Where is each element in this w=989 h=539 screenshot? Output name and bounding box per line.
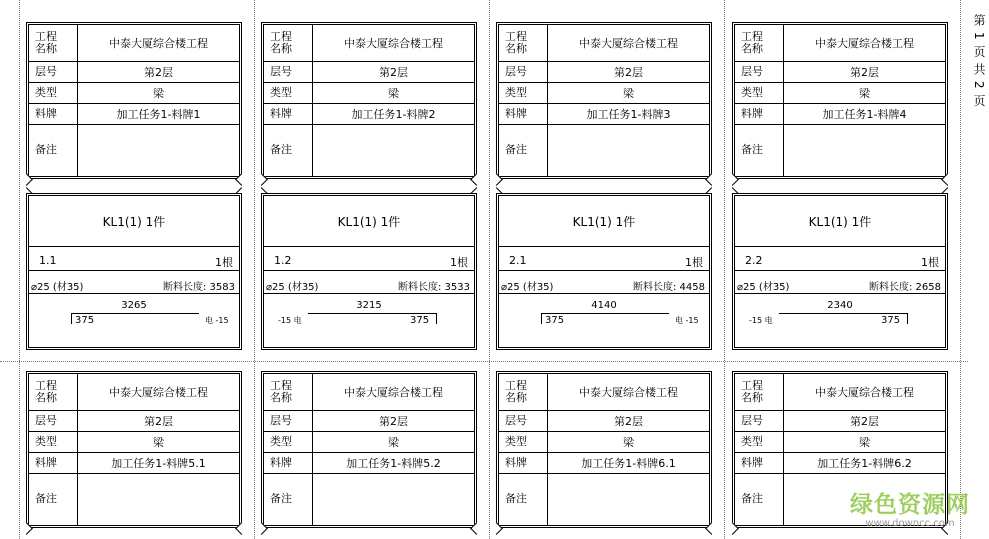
component-title: KL1(1) 1件: [808, 215, 872, 229]
material-label-label: 料牌: [735, 452, 784, 473]
material-label-value: 加工任务1-料牌1: [78, 103, 240, 124]
bar-detail-box: [26, 193, 242, 350]
type-label: 类型: [735, 82, 784, 103]
material-label-label: 料牌: [264, 103, 313, 124]
detail-divider: [264, 270, 474, 271]
detail-divider: [499, 246, 709, 247]
vertical-cut-line: [724, 0, 725, 539]
floor-value: 第2层: [548, 61, 710, 82]
notes-label: 备注: [29, 124, 78, 176]
project-info-box: [732, 22, 948, 179]
detail-divider: [735, 270, 945, 271]
material-label-value: 加工任务1-料牌6.2: [784, 452, 946, 473]
detail-divider: [499, 293, 709, 294]
project-name-value: 中泰大厦综合楼工程: [313, 374, 475, 410]
material-label-label: 料牌: [735, 103, 784, 124]
type-label: 类型: [499, 82, 548, 103]
bar-shape-diagram: [499, 300, 709, 340]
project-name-value: 中泰大厦综合楼工程: [548, 374, 710, 410]
material-label-value: 加工任务1-料牌3: [548, 103, 710, 124]
bar-main-line: [71, 313, 199, 314]
bar-count: 1根: [921, 256, 939, 269]
type-value: 梁: [313, 431, 475, 452]
component-title: KL1(1) 1件: [572, 215, 636, 229]
detail-divider: [264, 246, 474, 247]
component-title: KL1(1) 1件: [102, 215, 166, 229]
bar-detail-box: [261, 193, 477, 350]
bar-detail-box: [496, 193, 712, 350]
floor-label: 层号: [29, 61, 78, 82]
project-name-label: 工程 名称: [29, 374, 78, 410]
project-name-label: 工程 名称: [264, 374, 313, 410]
hook-length-dim: 375: [75, 315, 95, 326]
bar-main-line: [541, 313, 669, 314]
cut-length: 断料长度: 2658: [869, 282, 941, 293]
electric-indicator: -15 电: [278, 316, 302, 325]
watermark-logo: 绿色资源网: [850, 492, 970, 518]
electric-indicator: 电 -15: [675, 316, 699, 325]
type-label: 类型: [264, 431, 313, 452]
material-label-value: 加工任务1-料牌4: [784, 103, 946, 124]
floor-value: 第2层: [78, 61, 240, 82]
material-label-value: 加工任务1-料牌2: [313, 103, 475, 124]
project-name-value: 中泰大厦综合楼工程: [784, 374, 946, 410]
type-label: 类型: [735, 431, 784, 452]
floor-label: 层号: [29, 410, 78, 431]
bar-code: 1.1: [39, 254, 57, 267]
notes-value: [78, 124, 240, 176]
hook-length-dim: 375: [545, 315, 565, 326]
bar-shape-diagram: [29, 300, 239, 340]
bar-count: 1根: [685, 256, 703, 269]
bar-hook-line: [71, 313, 72, 324]
bar-code: 2.2: [745, 254, 763, 267]
material-label-label: 料牌: [499, 452, 548, 473]
detail-divider: [29, 246, 239, 247]
bar-spec: ⌀25 (材35): [737, 282, 790, 293]
electric-indicator: 电 -15: [205, 316, 229, 325]
detail-divider: [499, 270, 709, 271]
type-value: 梁: [78, 82, 240, 103]
project-info-box: [496, 22, 712, 179]
detail-divider: [29, 270, 239, 271]
notes-label: 备注: [264, 124, 313, 176]
cut-length: 断料长度: 3583: [163, 282, 235, 293]
type-value: 梁: [784, 431, 946, 452]
hook-length-dim: 375: [410, 315, 430, 326]
main-length-dim: 3265: [121, 300, 147, 311]
type-label: 类型: [29, 431, 78, 452]
floor-value: 第2层: [784, 410, 946, 431]
notes-label: 备注: [735, 473, 784, 525]
notes-label: 备注: [499, 473, 548, 525]
project-name-value: 中泰大厦综合楼工程: [548, 25, 710, 61]
component-title: KL1(1) 1件: [337, 215, 401, 229]
type-label: 类型: [264, 82, 313, 103]
floor-value: 第2层: [313, 410, 475, 431]
floor-label: 层号: [264, 410, 313, 431]
detail-divider: [29, 293, 239, 294]
project-name-value: 中泰大厦综合楼工程: [78, 374, 240, 410]
bar-spec: ⌀25 (材35): [501, 282, 554, 293]
project-name-label: 工程 名称: [499, 374, 548, 410]
material-label-label: 料牌: [264, 452, 313, 473]
vertical-cut-line: [960, 0, 961, 539]
bar-hook-line: [907, 313, 908, 324]
notes-value: [313, 124, 475, 176]
project-name-label: 工程 名称: [735, 25, 784, 61]
type-value: 梁: [548, 431, 710, 452]
material-label-value: 加工任务1-料牌5.2: [313, 452, 475, 473]
floor-label: 层号: [735, 410, 784, 431]
watermark: [850, 486, 970, 529]
bar-code: 1.2: [274, 254, 292, 267]
notes-value: [548, 124, 710, 176]
floor-label: 层号: [499, 410, 548, 431]
floor-label: 层号: [499, 61, 548, 82]
vertical-cut-line: [489, 0, 490, 539]
detail-divider: [735, 246, 945, 247]
material-label-label: 料牌: [29, 103, 78, 124]
bar-count: 1根: [450, 256, 468, 269]
project-name-value: 中泰大厦综合楼工程: [313, 25, 475, 61]
floor-label: 层号: [735, 61, 784, 82]
horizontal-cut-line: [0, 361, 968, 362]
project-name-label: 工程 名称: [29, 25, 78, 61]
notes-label: 备注: [29, 473, 78, 525]
notes-value: [78, 473, 240, 525]
main-length-dim: 4140: [591, 300, 617, 311]
notes-label: 备注: [735, 124, 784, 176]
floor-value: 第2层: [784, 61, 946, 82]
floor-value: 第2层: [78, 410, 240, 431]
electric-indicator: -15 电: [749, 316, 773, 325]
project-name-value: 中泰大厦综合楼工程: [78, 25, 240, 61]
page-indicator: 第 1 页 共 2 页: [972, 14, 986, 108]
material-label-value: 加工任务1-料牌6.1: [548, 452, 710, 473]
detail-divider: [735, 293, 945, 294]
type-value: 梁: [784, 82, 946, 103]
vertical-cut-line: [254, 0, 255, 539]
bar-shape-diagram: [264, 300, 474, 340]
floor-value: 第2层: [548, 410, 710, 431]
bar-spec: ⌀25 (材35): [31, 282, 84, 293]
bar-main-line: [308, 313, 436, 314]
bar-hook-line: [436, 313, 437, 324]
notes-value: [548, 473, 710, 525]
project-info-box: [496, 371, 712, 528]
bar-shape-diagram: [735, 300, 945, 340]
material-label-label: 料牌: [499, 103, 548, 124]
project-info-box: [261, 22, 477, 179]
material-label-value: 加工任务1-料牌5.1: [78, 452, 240, 473]
notes-value: [313, 473, 475, 525]
notes-label: 备注: [264, 473, 313, 525]
main-length-dim: 2340: [827, 300, 853, 311]
bar-main-line: [779, 313, 907, 314]
bar-hook-line: [541, 313, 542, 324]
bar-code: 2.1: [509, 254, 527, 267]
type-value: 梁: [78, 431, 240, 452]
floor-value: 第2层: [313, 61, 475, 82]
notes-label: 备注: [499, 124, 548, 176]
project-name-label: 工程 名称: [735, 374, 784, 410]
watermark-url: www.downcc.com: [865, 518, 955, 529]
vertical-cut-line: [19, 0, 20, 539]
hook-length-dim: 375: [881, 315, 901, 326]
project-info-box: [26, 371, 242, 528]
bar-spec: ⌀25 (材35): [266, 282, 319, 293]
project-info-box: [26, 22, 242, 179]
type-value: 梁: [548, 82, 710, 103]
project-info-box: [261, 371, 477, 528]
bar-detail-box: [732, 193, 948, 350]
floor-label: 层号: [264, 61, 313, 82]
bar-count: 1根: [215, 256, 233, 269]
cut-length: 断料长度: 3533: [398, 282, 470, 293]
detail-divider: [264, 293, 474, 294]
main-length-dim: 3215: [356, 300, 382, 311]
material-label-label: 料牌: [29, 452, 78, 473]
type-label: 类型: [499, 431, 548, 452]
type-label: 类型: [29, 82, 78, 103]
type-value: 梁: [313, 82, 475, 103]
notes-value: [784, 124, 946, 176]
project-name-label: 工程 名称: [499, 25, 548, 61]
cut-length: 断料长度: 4458: [633, 282, 705, 293]
project-name-value: 中泰大厦综合楼工程: [784, 25, 946, 61]
project-name-label: 工程 名称: [264, 25, 313, 61]
